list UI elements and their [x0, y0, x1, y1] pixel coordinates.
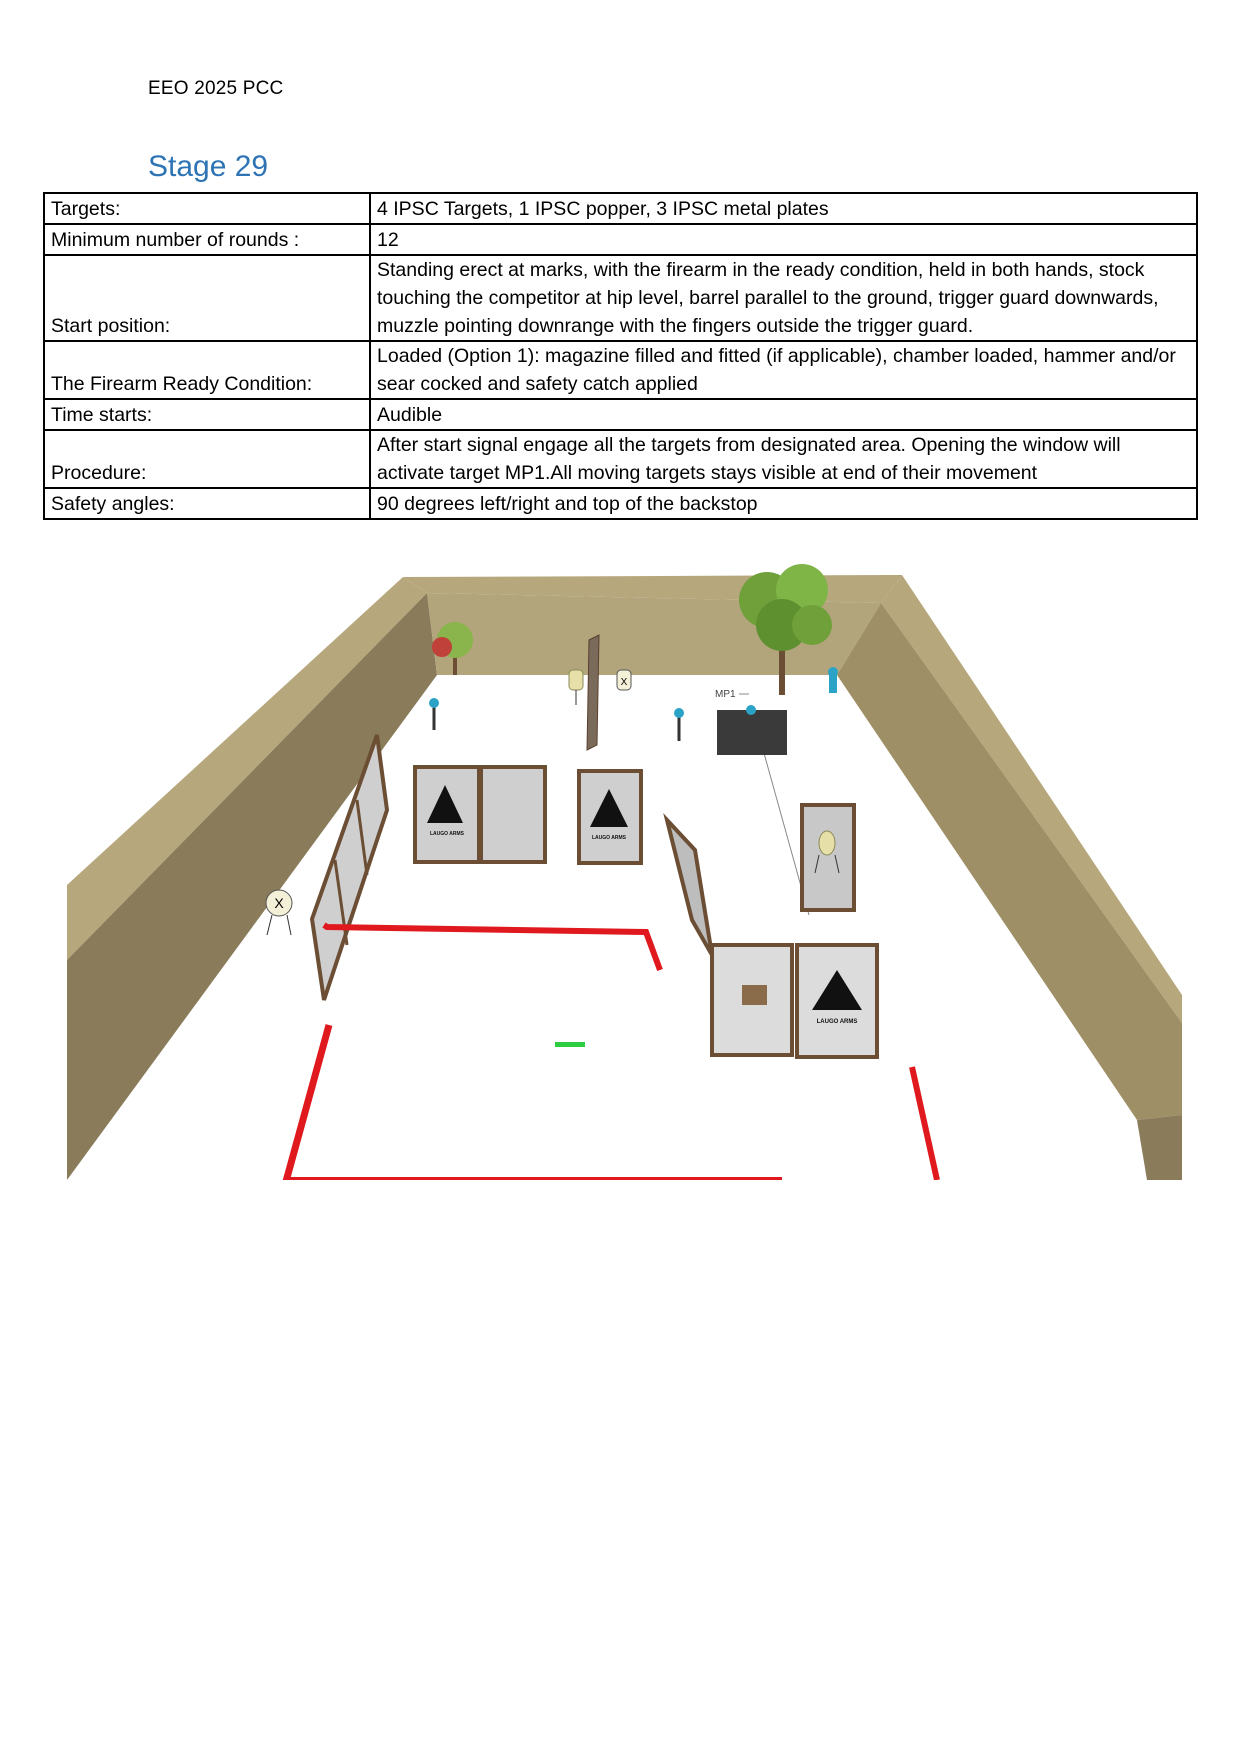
row-value: Audible [370, 399, 1197, 430]
logo-text: LAUGO ARMS [816, 1019, 858, 1025]
row-value: Standing erect at marks, with the firearm in the ready condition, held in both hands, stock touching the competitor at hip level, barrel parallel to the ground, trigger guard downwards, muzzle pointing downrange with the fingers outside the trigger guard. [370, 255, 1197, 341]
start-mark [555, 1042, 585, 1047]
document-header: EEO 2025 PCC [148, 78, 284, 99]
table-row [44, 430, 1197, 488]
ipsc-target-icon [617, 670, 631, 690]
table-row [44, 255, 1197, 341]
row-label: Start position: [44, 255, 370, 341]
row-value: 4 IPSC Targets, 1 IPSC popper, 3 IPSC metal plates [370, 193, 1197, 224]
table-row [44, 488, 1197, 519]
row-label: The Firearm Ready Condition: [44, 341, 370, 399]
shooting-window [742, 985, 767, 1005]
row-value: After start signal engage all the targets from designated area. Opening the window will activate target MP1.All moving targets stays visible at end of their movement [370, 430, 1197, 488]
row-label: Safety angles: [44, 488, 370, 519]
row-value: Loaded (Option 1): magazine filled and fitted (if applicable), chamber loaded, hammer and/or sear cocked and safety catch applied [370, 341, 1197, 399]
wall-panel-logo [415, 767, 545, 862]
row-value: 90 degrees left/right and top of the backstop [370, 488, 1197, 519]
wall-panel [587, 635, 599, 750]
wall-panel-logo [579, 771, 641, 863]
stage-info-table [43, 192, 1198, 520]
table-row [44, 224, 1197, 255]
logo-text: LAUGO ARMS [430, 831, 464, 837]
stage-diagram [67, 555, 1182, 1180]
svg-text:X: X [620, 677, 628, 688]
row-label: Procedure: [44, 430, 370, 488]
row-label: Targets: [44, 193, 370, 224]
svg-text:X: X [274, 895, 284, 911]
popper-icon [828, 667, 838, 693]
mp1-plate-icon [746, 705, 756, 715]
side-target-booth [802, 805, 854, 910]
table-row [44, 193, 1197, 224]
row-value: 12 [370, 224, 1197, 255]
stage-title: Stage 29 [148, 150, 269, 183]
logo-text: LAUGO ARMS [592, 835, 626, 841]
table-row [44, 399, 1197, 430]
moving-target-mp1 [717, 710, 787, 755]
row-label: Minimum number of rounds : [44, 224, 370, 255]
row-label: Time starts: [44, 399, 370, 430]
table-row [44, 341, 1197, 399]
mp1-label: MP1 [715, 689, 736, 700]
